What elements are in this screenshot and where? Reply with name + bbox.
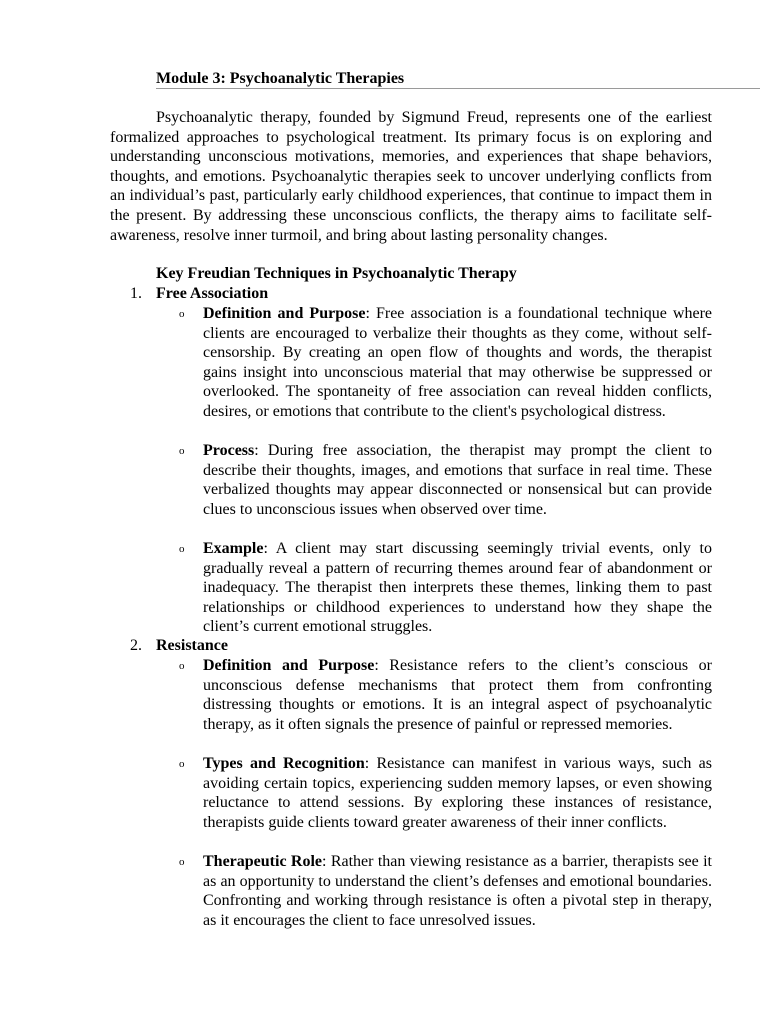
bullet-text: : Resistance can manifest in various ways, such as avoiding certain topics, experiencing sudden memory lapses, or even showing reluctance to attend sessions. By exploring these instances of resistance, therapists guide clients toward greater awareness of their inner conflicts. (203, 755, 713, 831)
list-item (179, 656, 712, 734)
bullet-text: : Rather than viewing resistance as a barrier, therapists see it as an opportunity to understand the client’s defenses and emotional boundaries. Confronting and working through resistance is often a pivotal step in therapy, as it encourages the client to face unresolved issues. (203, 853, 712, 929)
list-item (179, 539, 712, 637)
intro-paragraph: Psychoanalytic therapy, founded by Sigmund Freud, represents one of the earliest formalized approaches to psychological treatment. Its primary focus is on exploring and understanding unconscious motivations, memories, and experiences that shape behaviors, thoughts, and emotions. Psychoanalytic therapies seek to uncover underlying conflicts from an individual’s past, particularly early childhood experiences, that continue to impact them in the present. By addressing these unconscious conflicts, the therapy aims to facilitate self-awareness, resolve inner turmoil, and bring about lasting personality changes. (110, 109, 712, 244)
bullet-term: Process (203, 442, 255, 459)
bullet-term: Therapeutic Role (203, 853, 323, 870)
list-item (179, 852, 712, 930)
list-item (179, 304, 712, 422)
bullet-text: : Free association is a foundational technique where clients are encouraged to verbalize their thoughts as they come, without self-censorship. By creating an open flow of thoughts and words, the therapist gains insight into unconscious material that may otherwise be suppressed or overlooked. The spontaneity of free association can reveal hidden conflicts, desires, or emotions that contribute to the client's psychological distress. (203, 305, 712, 420)
bullet-term: Definition and Purpose (203, 305, 366, 322)
bullet-term: Example (203, 540, 264, 557)
bullet-text: : During free association, the therapist may prompt the client to describe their thoughts, images, and emotions that surface in real time. These verbalized thoughts may appear disconnected or nonsensical but can provide clues to unconscious issues when observed over time. (203, 442, 712, 518)
header-divider (156, 88, 760, 89)
technique-name: Resistance (156, 637, 228, 654)
technique-heading (130, 636, 228, 656)
bullet-marker: o (179, 660, 185, 672)
list-item (179, 441, 712, 519)
bullet-marker: o (179, 856, 185, 868)
bullet-term: Definition and Purpose (203, 657, 375, 674)
technique-name: Free Association (156, 285, 269, 302)
module-title: Module 3: Psychoanalytic Therapies (156, 70, 405, 87)
bullet-text: : A client may start discussing seemingly trivial events, only to gradually reveal a pattern of recurring themes around fear of abandonment or inadequacy. The therapist then interprets these themes, linking them to past relationships or childhood experiences to understand how they shape the client’s current emotional struggles. (203, 540, 712, 636)
list-number: 1. (130, 285, 142, 302)
list-item (179, 754, 713, 832)
section-heading: Key Freudian Techniques in Psychoanalytic Therapy (156, 265, 517, 282)
bullet-marker: o (179, 758, 185, 770)
technique-heading (130, 284, 268, 304)
list-number: 2. (130, 637, 142, 654)
bullet-text: : Resistance refers to the client’s conscious or unconscious defense mechanisms that protect them from confronting distressing thoughts or emotions. It is an integral aspect of psychoanalytic therapy, as it often signals the presence of painful or repressed memories. (203, 657, 712, 733)
bullet-marker: o (179, 308, 185, 320)
bullet-marker: o (179, 543, 185, 555)
bullet-marker: o (179, 445, 185, 457)
bullet-term: Types and Recognition (203, 755, 365, 772)
